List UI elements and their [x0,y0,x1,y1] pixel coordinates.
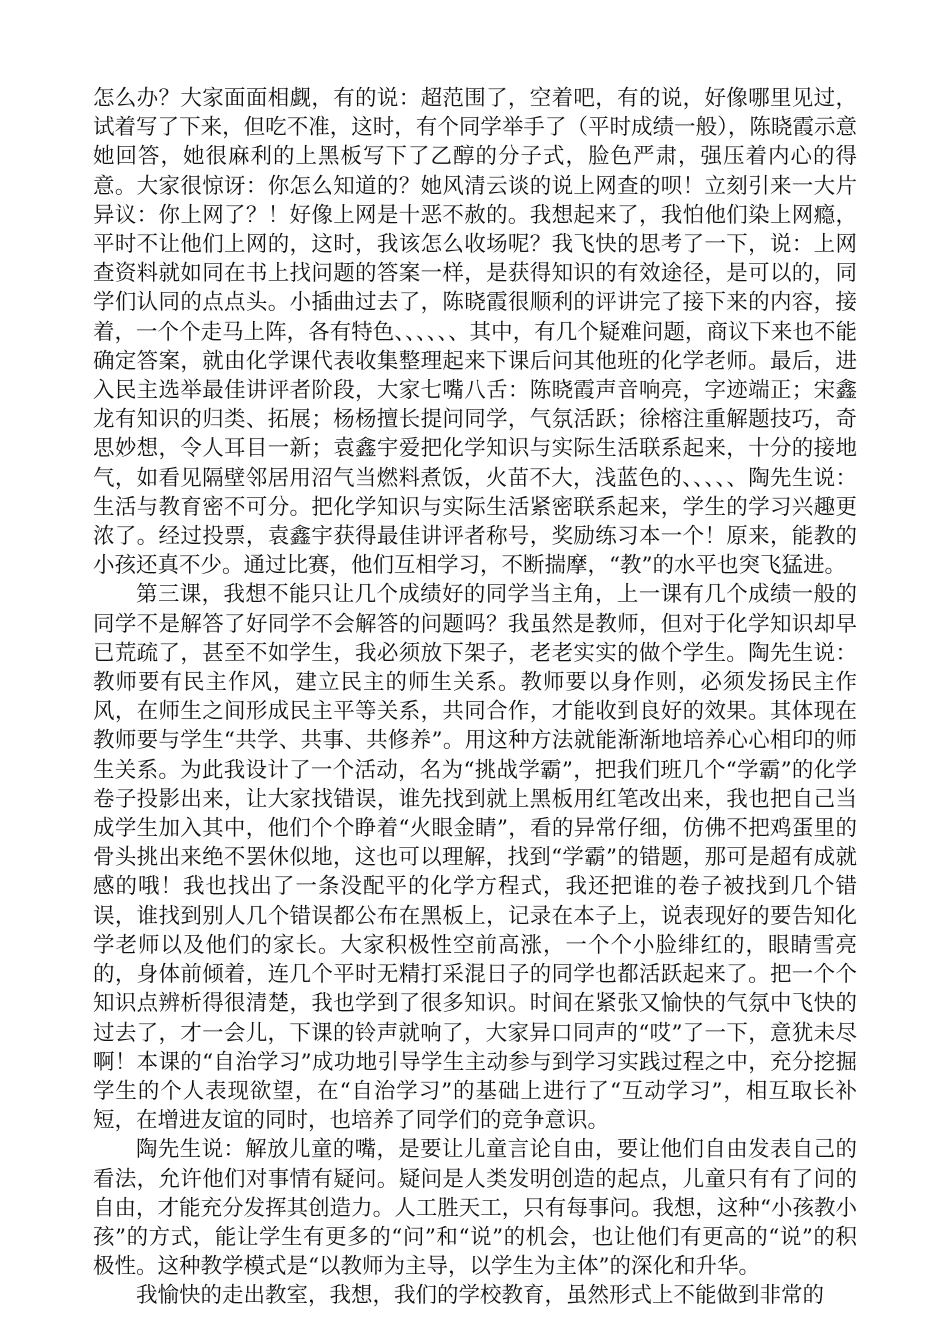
paragraph-3: 陶先生说：解放儿童的嘴，是要让儿童言论自由，要让他们自由发表自己的看法，允许他们对事情有疑问。疑问是人类发明创造的起点，儿童只有有了问的自由，才能充分发挥其创造力。人工胜天工，只有每事问。我想，这种“小孩教小孩”的方式，能让学生有更多的“问”和“说”的机会，也让他们有更高的“说”的积极性。这种教学模式是“以教师为主导，以学生为主体”的深化和升华。 [93,1137,857,1280]
paragraph-4: 我愉快的走出教室，我想，我们的学校教育，虽然形式上不能做到非常的 [136,1283,825,1309]
paragraph-1: 怎么办？大家面面相觑，有的说：超范围了，空着吧，有的说，好像哪里见过，试着写了下来，但吃不准，这时，有个同学举手了（平时成绩一般），陈晓霞示意她回答，她很麻利的上黑板写下了乙醇的分子式，脸色严肃，强压着内心的得意。大家很惊讶：你怎么知道的？她风清云谈的说上网查的呗！立刻引来一大片异议：你上网了？！好像上网是十恶不赦的。我想起来了，我怕他们染上网瘾，平时不让他们上网的，这时，我该怎么收场呢？我飞快的思考了一下，说：上网查资料就如同在书上找问题的答案一样，是获得知识的有效途径，是可以的，同学们认同的点点头。小插曲过去了，陈晓霞很顺利的评讲完了接下来的内容，接着，一个个走马上阵，各有特色、、、、、、其中，有几个疑难问题，商议下来也不能确定答案，就由化学课代表收集整理起来下课后问其他班的化学老师。最后，进入民主选举最佳讲评者阶段，大家七嘴八舌：陈晓霞声音响亮，字迹端正；宋鑫龙有知识的归类、拓展；杨杨擅长提问同学，气氛活跃；徐榕注重解题技巧，奇思妙想，令人耳目一新；袁鑫宇爱把化学知识与实际生活联系起来，十分的接地气，如看见隔壁邻居用沼气当燃料煮饭，火苗不大，浅蓝色的、、、、、陶先生说：生活与教育密不可分。把化学知识与实际生活紧密联系起来，学生的学习兴趣更浓了。经过投票，袁鑫宇获得最佳讲评者称号，奖励练习本一个！原来，能教的小孩还真不少。通过比赛，他们互相学习，不断揣摩，“教”的水平也突飞猛进。 [93,86,857,579]
paragraph-2: 第三课，我想不能只让几个成绩好的同学当主角，上一课有几个成绩一般的同学不是解答了好同学不会解答的问题吗？我虽然是教师，但对于化学知识却早已荒疏了，甚至不如学生，我必须放下架子，老老实实的做个学生。陶先生说：教师要有民主作风，建立民主的师生关系。教师要以身作则，必须发扬民主作风，在师生之间形成民主平等关系，共同合作，才能收到良好的效果。其体现在教师要与学生“共学、共事、共修养”。用这种方法就能渐渐地培养心心相印的师生关系。为此我设计了一个活动，名为“挑战学霸”，把我们班几个“学霸”的化学卷子投影出来，让大家找错误，谁先找到就上黑板用红笔改出来，我也把自己当成学生加入其中，他们个个睁着“火眼金睛”，看的异常仔细，仿佛不把鸡蛋里的骨头挑出来绝不罢休似地，这也可以理解，找到“学霸”的错题，那可是超有成就感的哦！我也找出了一条没配平的化学方程式，我还把谁的卷子被找到几个错误，谁找到别人几个错误都公布在黑板上，记录在本子上，说表现好的要告知化学老师以及他们的家长。大家积极性空前高涨，一个个小脸绯红的，眼睛雪亮的，身体前倾着，连几个平时无精打采混日子的同学也都活跃起来了。把一个个知识点辨析得很清楚，我也学到了很多知识。时间在紧张又愉快的气氛中飞快的过去了，才一会儿，下课的铃声就响了，大家异口同声的“哎”了一下，意犹未尽啊！本课的“自治学习”成功地引导学生主动参与到学习实践过程之中，充分挖掘学生的个人表现欲望，在“自治学习”的基础上进行了“互动学习”，相互取长补短，在增进友谊的同时，也培养了同学们的竞争意识。 [93,582,857,1134]
document-body [93,84,857,1311]
